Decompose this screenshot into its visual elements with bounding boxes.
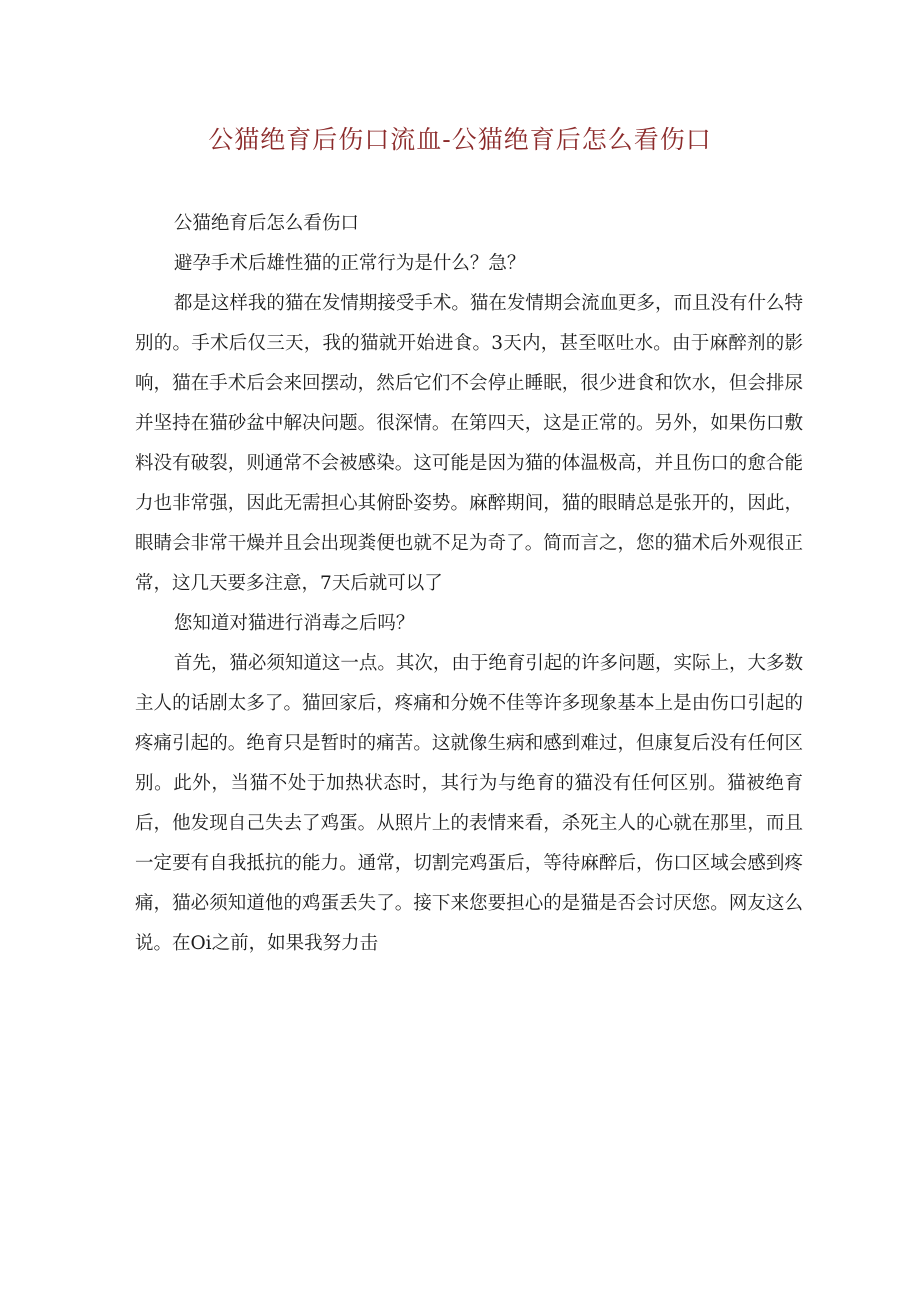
paragraph-question: 避孕手术后雄性猫的正常行为是什么？急？ xyxy=(173,253,526,274)
paragraph-question-2: 您知道对猫进行消毒之后吗？ xyxy=(173,613,415,634)
paragraph-answer-2: 首先，猫必须知道这一点。其次，由于绝育引起的许多问题，实际上，大多数主人的话剧太多了。猫回家后，疼痛和分娩不佳等许多现象基本上是由伤口引起的疼痛引起的。绝育只是暂时的痛苦。这就像生病和感到难过，但康复后没有任何区别。此外，当猫不处于加热状态时，其行为与绝育的猫没有任何区别。猫被绝育后，他发现自己失去了鸡蛋。从照片上的表情来看，杀死主人的心就在那里，而且一定要有自我抵抗的能力。通常，切割完鸡蛋后，等待麻醉后，伤口区域会感到疼痛，猫必须知道他的鸡蛋丢失了。接下来您要担心的是猫是否会讨厌您。网友这么说。在Oi之前，如果我努力击 xyxy=(135,653,803,954)
paragraph-answer: 都是这样我的猫在发情期接受手术。猫在发情期会流血更多，而且没有什么特别的。手术后仅三天，我的猫就开始进食。3天内，甚至呕吐水。由于麻醉剂的影响，猫在手术后会来回摆动，然后它们不会停止睡眠，很少进食和饮水，但会排尿并坚持在猫砂盆中解决问题。很深情。在第四天，这是正常的。另外，如果伤口敷料没有破裂，则通常不会被感染。这可能是因为猫的体温极高，并且伤口的愈合能力也非常强，因此无需担心其俯卧姿势。麻醉期间，猫的眼睛总是张开的，因此，眼睛会非常干燥并且会出现粪便也就不足为奇了。简而言之，您的猫术后外观很正常，这几天要多注意，7天后就可以了 xyxy=(135,293,803,594)
document-body xyxy=(135,204,803,964)
document-title: 公猫绝育后伤口流血-公猫绝育后怎么看伤口 xyxy=(208,125,712,154)
paragraph-subheading: 公猫绝育后怎么看伤口 xyxy=(173,213,359,234)
